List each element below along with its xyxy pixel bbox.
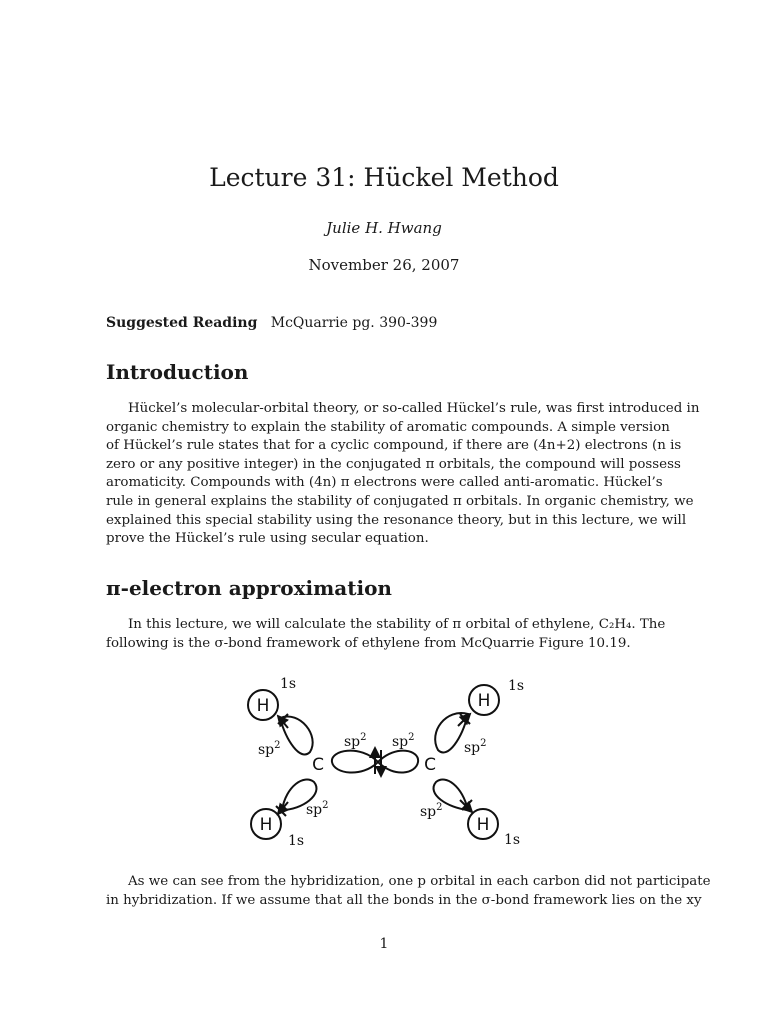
orbital-label-sp2 bbox=[420, 802, 443, 820]
hydrogen-label: H bbox=[259, 815, 273, 835]
suggested-reading-label: Suggested Reading bbox=[106, 315, 258, 331]
sp2-lobe-center-left bbox=[332, 751, 378, 773]
ethylene-sigma-framework-figure bbox=[236, 670, 536, 850]
superscript: 2 bbox=[480, 738, 487, 749]
date: November 26, 2007 bbox=[308, 256, 460, 274]
orbital-label-sp2 bbox=[464, 738, 487, 756]
hydrogen-label: H bbox=[477, 691, 491, 711]
sp-text: sp bbox=[306, 802, 323, 818]
paragraph-line: rule in general explains the stability of conjugated π orbitals. In organic chemistry, we bbox=[106, 493, 694, 509]
orbital-label-1s: 1s bbox=[508, 678, 525, 694]
orbital-label-sp2 bbox=[306, 800, 329, 818]
orbital-label-sp2 bbox=[344, 732, 367, 750]
sp-text: sp bbox=[392, 734, 409, 750]
orbital-label-1s: 1s bbox=[504, 832, 521, 848]
orbital-label-1s: 1s bbox=[288, 833, 305, 849]
sp-text: sp bbox=[344, 734, 361, 750]
hydrogen-label: H bbox=[256, 696, 270, 716]
suggested-reading-text: McQuarrie pg. 390-399 bbox=[270, 315, 438, 331]
page-title: Lecture 31: Hückel Method bbox=[209, 163, 559, 192]
superscript: 2 bbox=[436, 802, 443, 813]
paragraph-line: in hybridization. If we assume that all the bonds in the σ-bond framework lies on the xy bbox=[106, 892, 702, 908]
superscript: 2 bbox=[360, 732, 367, 743]
author: Julie H. Hwang bbox=[326, 219, 442, 237]
paragraph-line: of Hückel’s rule states that for a cyclic compound, if there are (4n+2) electrons (n is bbox=[106, 438, 682, 454]
superscript: 2 bbox=[274, 740, 281, 751]
section-heading-introduction: Introduction bbox=[106, 360, 249, 384]
orbital-label-sp2 bbox=[392, 732, 415, 750]
section-heading-pi-electron: π-electron approximation bbox=[106, 576, 392, 600]
paragraph-line: Hückel’s molecular-orbital theory, or so-called Hückel’s rule, was first introduced in bbox=[128, 401, 700, 416]
hydrogen-label: H bbox=[476, 815, 490, 835]
introduction-paragraph bbox=[106, 400, 700, 549]
paragraph-line: prove the Hückel’s rule using secular equation. bbox=[106, 531, 429, 547]
carbon-label: C bbox=[424, 755, 436, 775]
sp-text: sp bbox=[258, 742, 275, 758]
paragraph-line: explained this special stability using the resonance theory, but in this lecture, we will bbox=[106, 512, 687, 528]
paragraph-line: In this lecture, we will calculate the stability of π orbital of ethylene, C₂H₄. The bbox=[128, 617, 666, 632]
paragraph-line: zero or any positive integer) in the conjugated π orbitals, the compound will possess bbox=[106, 456, 681, 472]
page-number: 1 bbox=[379, 936, 389, 952]
sp-text: sp bbox=[464, 740, 481, 756]
carbon-label: C bbox=[312, 755, 324, 775]
orbital-label-1s: 1s bbox=[280, 676, 297, 692]
paragraph-line: aromaticity. Compounds with (4n) π electrons were called anti-aromatic. Hückel’s bbox=[106, 475, 663, 491]
pi-electron-paragraph bbox=[106, 616, 666, 653]
sp-text: sp bbox=[420, 804, 437, 820]
superscript: 2 bbox=[408, 732, 415, 743]
sp2-lobe-upper-left bbox=[280, 717, 313, 755]
suggested-reading bbox=[106, 315, 437, 331]
paragraph-line: following is the σ-bond framework of ethylene from McQuarrie Figure 10.19. bbox=[106, 635, 631, 651]
paragraph-line: As we can see from the hybridization, one p orbital in each carbon did not participate bbox=[128, 874, 711, 889]
orbital-label-sp2 bbox=[258, 740, 281, 758]
hybridization-paragraph bbox=[106, 873, 711, 910]
sp2-lobe-center-right bbox=[378, 751, 418, 773]
superscript: 2 bbox=[322, 800, 329, 811]
paragraph-line: organic chemistry to explain the stability of aromatic compounds. A simple version bbox=[106, 419, 670, 435]
